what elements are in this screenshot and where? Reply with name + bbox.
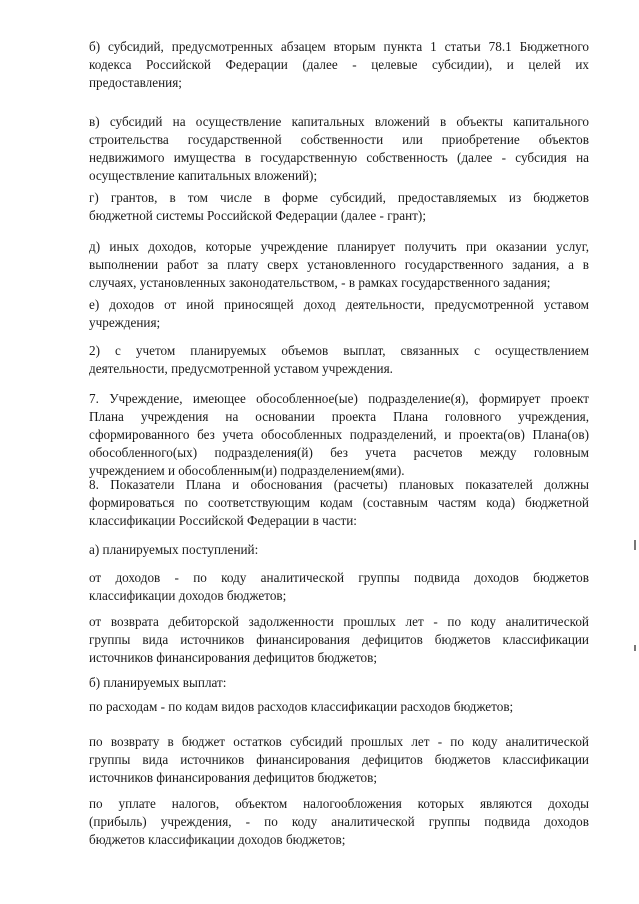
text-line: осуществление капитальных вложений); xyxy=(89,168,318,183)
text-line: Плана учреждения на основании проекта Плана головного учреждения, xyxy=(89,409,589,424)
text-line: учреждением и обособленным(и) подразделением(ями). xyxy=(89,463,405,478)
text-line: сформированного без учета обособленных подразделений, и проекта(ов) Плана(ов) xyxy=(89,427,589,442)
paragraph-p-expenses xyxy=(89,698,589,716)
text-line: случаях, установленных законодательством, - в рамках государственного задания; xyxy=(89,275,551,290)
paragraph-p-from-income xyxy=(89,569,589,605)
text-line: классификации Российской Федерации в части: xyxy=(89,513,357,528)
text-line: е) доходов от иной приносящей доход деятельности, предусмотренной уставом xyxy=(89,297,589,312)
paragraph-p-a-receipts xyxy=(89,541,589,559)
text-line: г) грантов, в том числе в форме субсидий, предоставляемых из бюджетов xyxy=(89,190,589,205)
text-line: группы вида источников финансирования дефицитов бюджетов классификации xyxy=(89,632,589,647)
text-line: бюджетов классификации доходов бюджетов; xyxy=(89,832,346,847)
text-line: выполнении работ за плату сверх установленного государственного задания, а в xyxy=(89,257,589,272)
scan-edge-mark xyxy=(634,540,636,550)
text-line: обособленного(ых) подразделения(й) без учета расчетов между головным xyxy=(89,445,589,460)
paragraph-p-g-grants xyxy=(89,189,589,225)
text-line: предоставления; xyxy=(89,75,182,90)
text-line: учреждения; xyxy=(89,315,161,330)
text-line: по возврату в бюджет остатков субсидий прошлых лет - по коду аналитической xyxy=(89,734,589,749)
text-line: источников финансирования дефицитов бюджетов; xyxy=(89,770,378,785)
text-line: бюджетной системы Российской Федерации (далее - грант); xyxy=(89,208,426,223)
text-line: классификации доходов бюджетов; xyxy=(89,588,287,603)
text-line: деятельности, предусмотренной уставом учреждения. xyxy=(89,361,393,376)
text-line: кодекса Российской Федерации (далее - целевые субсидии), и целей их xyxy=(89,57,589,72)
text-line: по уплате налогов, объектом налогообложения которых являются доходы xyxy=(89,796,589,811)
paragraph-p-d-other-income xyxy=(89,238,589,292)
text-line: группы вида источников финансирования дефицитов бюджетов классификации xyxy=(89,752,589,767)
scan-edge-mark xyxy=(634,645,636,651)
text-line: формироваться по соответствующим кодам (составным частям кода) бюджетной xyxy=(89,495,589,510)
text-line: д) иных доходов, которые учреждение планирует получить при оказании услуг, xyxy=(89,239,589,254)
paragraph-p-return-subsidies xyxy=(89,733,589,787)
text-line: 2) с учетом планируемых объемов выплат, связанных с осуществлением xyxy=(89,343,589,358)
paragraph-p-v-capital xyxy=(89,113,589,185)
text-line: по расходам - по кодам видов расходов классификации расходов бюджетов; xyxy=(89,699,514,714)
text-line: строительства государственной собственности или приобретение объектов xyxy=(89,132,589,147)
paragraph-p-8-indicators xyxy=(89,476,589,530)
paragraph-p-taxes xyxy=(89,795,589,849)
paragraph-p-e-income-activity xyxy=(89,296,589,332)
text-line: недвижимого имущества в государственную собственность (далее - субсидия на xyxy=(89,150,589,165)
paragraph-p-2-payments xyxy=(89,342,589,378)
paragraph-p-b-subsidies xyxy=(89,38,589,92)
text-line: от возврата дебиторской задолженности прошлых лет - по коду аналитической xyxy=(89,614,589,629)
text-line: (прибыль) учреждения, - по коду аналитической группы подвида доходов xyxy=(89,814,589,829)
paragraph-p-7-subdivisions xyxy=(89,390,589,480)
text-line: а) планируемых поступлений: xyxy=(89,542,259,557)
text-line: б) планируемых выплат: xyxy=(89,675,227,690)
text-line: в) субсидий на осуществление капитальных вложений в объекты капитального xyxy=(89,114,589,129)
text-line: 8. Показатели Плана и обоснования (расчеты) плановых показателей должны xyxy=(89,477,589,492)
text-line: 7. Учреждение, имеющее обособленное(ые) подразделение(я), формирует проект xyxy=(89,391,589,406)
paragraph-p-b-payments xyxy=(89,674,589,692)
text-line: б) субсидий, предусмотренных абзацем вторым пункта 1 статьи 78.1 Бюджетного xyxy=(89,39,589,54)
text-line: источников финансирования дефицитов бюджетов; xyxy=(89,650,378,665)
text-line: от доходов - по коду аналитической группы подвида доходов бюджетов xyxy=(89,570,589,585)
paragraph-p-from-receivables xyxy=(89,613,589,667)
